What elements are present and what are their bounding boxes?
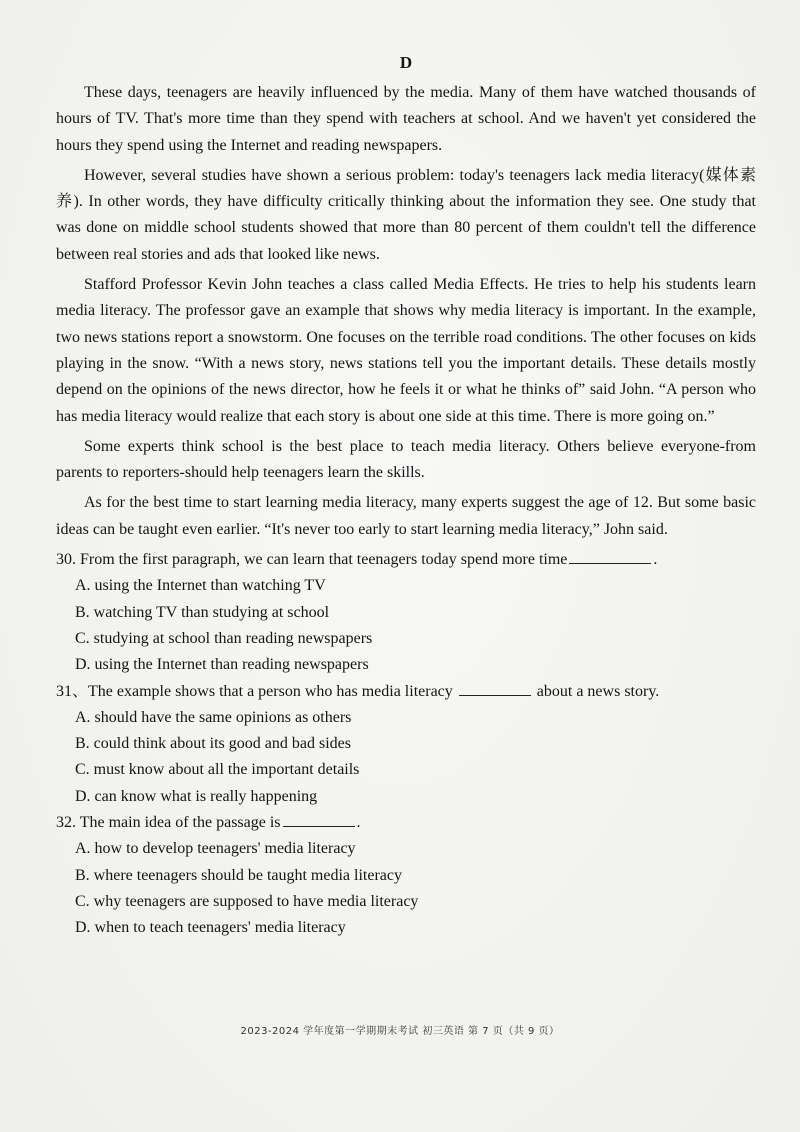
option-list: [56, 573, 756, 678]
passage-paragraph-5: As for the best time to start learning media literacy, many experts suggest the age of 12. But some basic ideas can be taught even earlier. “It's never too early to start learning media literacy,” John said.: [56, 494, 756, 538]
reading-passage: [56, 80, 756, 543]
answer-blank: [283, 810, 355, 827]
question-stem: [56, 547, 756, 573]
answer-blank: [459, 679, 531, 696]
option-d: D. when to teach teenagers' media literacy: [75, 919, 346, 937]
stem-text: 30. From the first paragraph, we can learn that teenagers today spend more time: [56, 551, 568, 569]
option-d: D. can know what is really happening: [75, 787, 318, 805]
option-list: [56, 836, 756, 941]
stem-text: 32. The main idea of the passage is: [56, 814, 281, 832]
option-a: A. how to develop teenagers' media literacy: [75, 840, 356, 858]
option-a: A. using the Internet than watching TV: [75, 577, 326, 595]
section-title: D: [399, 53, 413, 72]
page-footer: 2023-2024 学年度第一学期期末考试 初三英语 第 7 页（共 9 页）: [240, 1026, 560, 1037]
question-list: [56, 547, 756, 941]
stem-text-end: .: [356, 814, 361, 832]
question-32: [56, 810, 756, 941]
option-b: B. watching TV than studying at school: [75, 603, 330, 621]
question-stem: [56, 679, 756, 705]
option-d: D. using the Internet than reading newspapers: [75, 656, 369, 674]
option-b: B. could think about its good and bad sides: [75, 735, 351, 753]
option-a: A. should have the same opinions as others: [75, 708, 352, 726]
stem-text-end: about a news story.: [536, 682, 660, 700]
option-b: B. where teenagers should be taught media literacy: [75, 866, 402, 884]
option-c: C. studying at school than reading newspapers: [75, 629, 373, 647]
answer-blank: [569, 547, 651, 564]
question-stem: [56, 810, 756, 836]
passage-paragraph-2: However, several studies have shown a serious problem: today's teenagers lack media literacy(媒体素养). In other words, they have difficulty critically thinking about the information they see. One study that was done on middle school students showed that more than 80 percent of them couldn't tell the difference between real stories and ads that looked like news.: [56, 166, 756, 263]
option-c: C. must know about all the important details: [75, 761, 360, 779]
option-c: C. why teenagers are supposed to have media literacy: [75, 892, 419, 910]
question-30: [56, 547, 756, 678]
passage-paragraph-4: Some experts think school is the best place to teach media literacy. Others believe everyone-from parents to reporters-should help teenagers learn the skills.: [56, 437, 756, 482]
stem-text: 31、The example shows that a person who has media literacy: [56, 682, 453, 700]
passage-paragraph-3: Stafford Professor Kevin John teaches a class called Media Effects. He tries to help his students learn media literacy. The professor gave an example that shows why media literacy is important. In the example, two news stations report a snowstorm. One focuses on the terrible road conditions. The other focuses on kids playing in the snow. “With a news story, news stations tell you the important details. These details mostly depend on the opinions of the news director, how he feels it or what he thinks of” said John. “A person who has media literacy would realize that each story is about one side at this time. There is more going on.”: [56, 276, 756, 425]
question-31: [56, 679, 756, 810]
passage-paragraph-1: These days, teenagers are heavily influenced by the media. Many of them have watched thousands of hours of TV. That's more time than they spend with teachers at school. And we haven't yet considered the hours they spend using the Internet and reading newspapers.: [56, 84, 756, 154]
stem-text-end: .: [653, 551, 658, 569]
option-list: [56, 705, 756, 810]
